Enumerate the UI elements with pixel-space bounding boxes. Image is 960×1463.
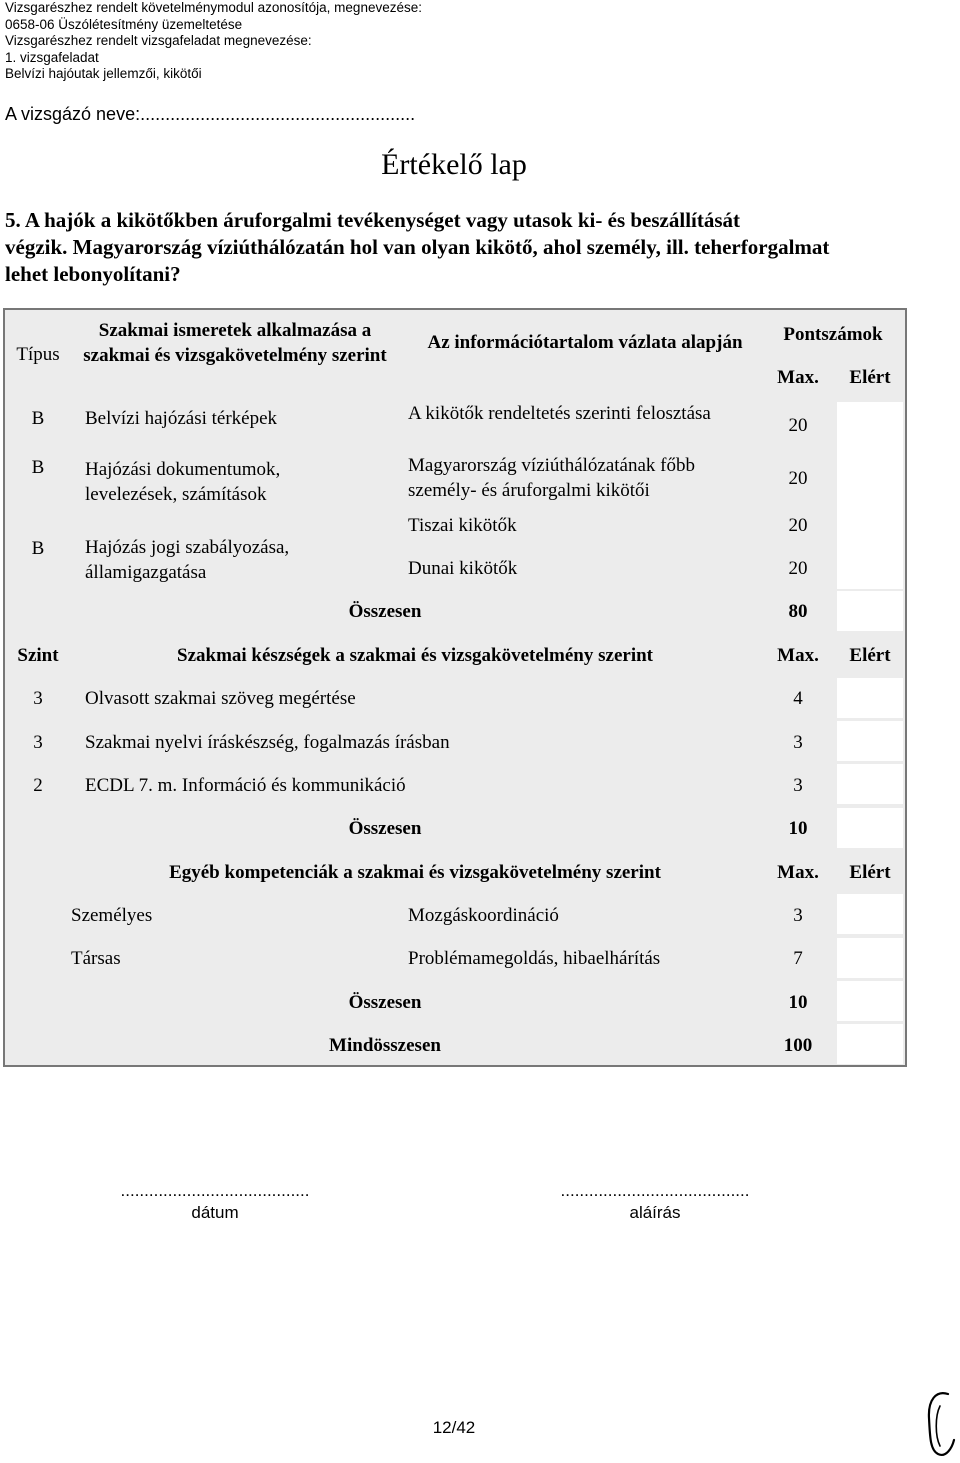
subtotal-value: 10 [788,992,808,1013]
info-cell: Magyarország víziúthálózatának főbb személy- és áruforgalmi kikötői [408,455,695,501]
type-cell: B [31,457,45,478]
signature-dots: ........................................ [560,1181,750,1200]
column-header-info: Az információtartalom vázlata alapján [427,332,743,353]
max-cell: 4 [793,688,803,709]
column-header-competences: Egyéb kompetenciák a szakmai és vizsgakövetelmény szerint [169,862,661,883]
column-header-achieved: Elért [849,367,891,388]
achieved-score-input[interactable] [837,894,903,934]
info-cell: A kikötők rendeltetés szerinti felosztása [408,403,711,424]
max-cell: 20 [788,415,808,436]
subtotal-label: Összesen [348,818,422,839]
competence-cell: Mozgáskoordináció [408,905,559,926]
max-cell: 3 [793,775,803,796]
column-header-max: Max. [777,367,819,388]
max-cell: 20 [788,468,808,489]
page-number: 12/42 [432,1418,476,1437]
column-header-points: Pontszámok [783,324,883,345]
achieved-score-input[interactable] [837,764,903,804]
document-header [5,0,422,83]
subtotal-label: Összesen [348,601,422,622]
column-header-achieved: Elért [849,645,891,666]
column-header-max: Max. [777,645,819,666]
header-line: 1. vizsgafeladat [5,49,99,65]
achieved-score-input[interactable] [837,938,903,978]
max-cell: 3 [793,732,803,753]
skill-cell: ECDL 7. m. Információ és kommunikáció [85,775,406,796]
achieved-score-input[interactable] [837,808,903,848]
type-cell: B [31,538,45,559]
knowledge-cell: Belvízi hajózási térképek [85,408,278,429]
date-signature-line[interactable] [80,1181,350,1223]
signature-line[interactable] [520,1181,790,1223]
type-cell: B [31,408,45,429]
max-cell: 3 [793,905,803,926]
knowledge-cell: Hajózási dokumentumok, levelezések, számítások [85,459,281,505]
competence-category: Társas [71,948,121,969]
achieved-score-input[interactable] [837,721,903,761]
page-title: Értékelő lap [381,148,527,181]
column-header-max: Max. [777,862,819,883]
date-label: dátum [191,1203,239,1222]
achieved-score-input[interactable] [837,402,903,589]
competence-cell: Problémamegoldás, hibaelhárítás [408,948,661,969]
candidate-name-field[interactable]: A vizsgázó neve:....................................................... [5,104,416,124]
info-cell: Tiszai kikötők [408,515,517,536]
skill-cell: Szakmai nyelvi íráskészség, fogalmazás írásban [85,732,450,753]
level-cell: 3 [33,688,43,709]
subtotal-value: 10 [788,818,808,839]
evaluation-sheet [3,308,907,1067]
subtotal-label: Összesen [348,992,422,1013]
grand-total-value: 100 [783,1035,813,1056]
column-header-skills: Szakmai készségek a szakmai és vizsgakövetelmény szerint [177,645,653,666]
info-cell: Dunai kikötők [408,558,518,579]
achieved-score-input[interactable] [837,1024,903,1064]
task-line: lehet lebonyolítani? [5,262,181,286]
header-line: 0658-06 Üszólétesítmény üzemeltetése [5,16,243,32]
column-header-level: Szint [17,645,59,666]
task-text [5,207,905,288]
achieved-score-input[interactable] [837,981,903,1021]
handwritten-initial-mark [918,1388,958,1463]
task-line: 5. A hajók a kikötőkben áruforgalmi tevékenységet vagy utasok ki- és beszállítását [5,208,741,232]
task-line: végzik. Magyarország víziúthálózatán hol van olyan kikötő, ahol személy, ill. teherforgalmat [5,235,830,259]
max-cell: 7 [793,948,803,969]
level-cell: 2 [33,775,43,796]
max-cell: 20 [788,558,808,579]
achieved-score-input[interactable] [837,678,903,718]
max-cell: 20 [788,515,808,536]
signature-label: aláírás [629,1203,681,1222]
date-dots: ........................................ [120,1181,310,1200]
column-header-knowledge: Szakmai ismeretek alkalmazása a szakmai és vizsgakövetelmény szerint [83,320,387,366]
header-line: Vizsgarészhez rendelt vizsgafeladat megnevezése: [5,33,312,49]
achieved-score-input[interactable] [837,591,903,631]
skill-cell: Olvasott szakmai szöveg megértése [85,688,356,709]
column-header-type: Típus [16,344,60,365]
header-line: Belvízi hajóutak jellemzői, kikötői [5,66,202,82]
level-cell: 3 [33,732,43,753]
header-line: Vizsgarészhez rendelt követelménymodul azonosítója, megnevezése: [5,0,422,15]
competence-category: Személyes [71,905,153,926]
knowledge-cell: Hajózás jogi szabályozása, államigazgatása [85,537,290,583]
column-header-achieved: Elért [849,862,891,883]
grand-total-label: Mindösszesen [329,1035,441,1056]
subtotal-value: 80 [788,601,808,622]
